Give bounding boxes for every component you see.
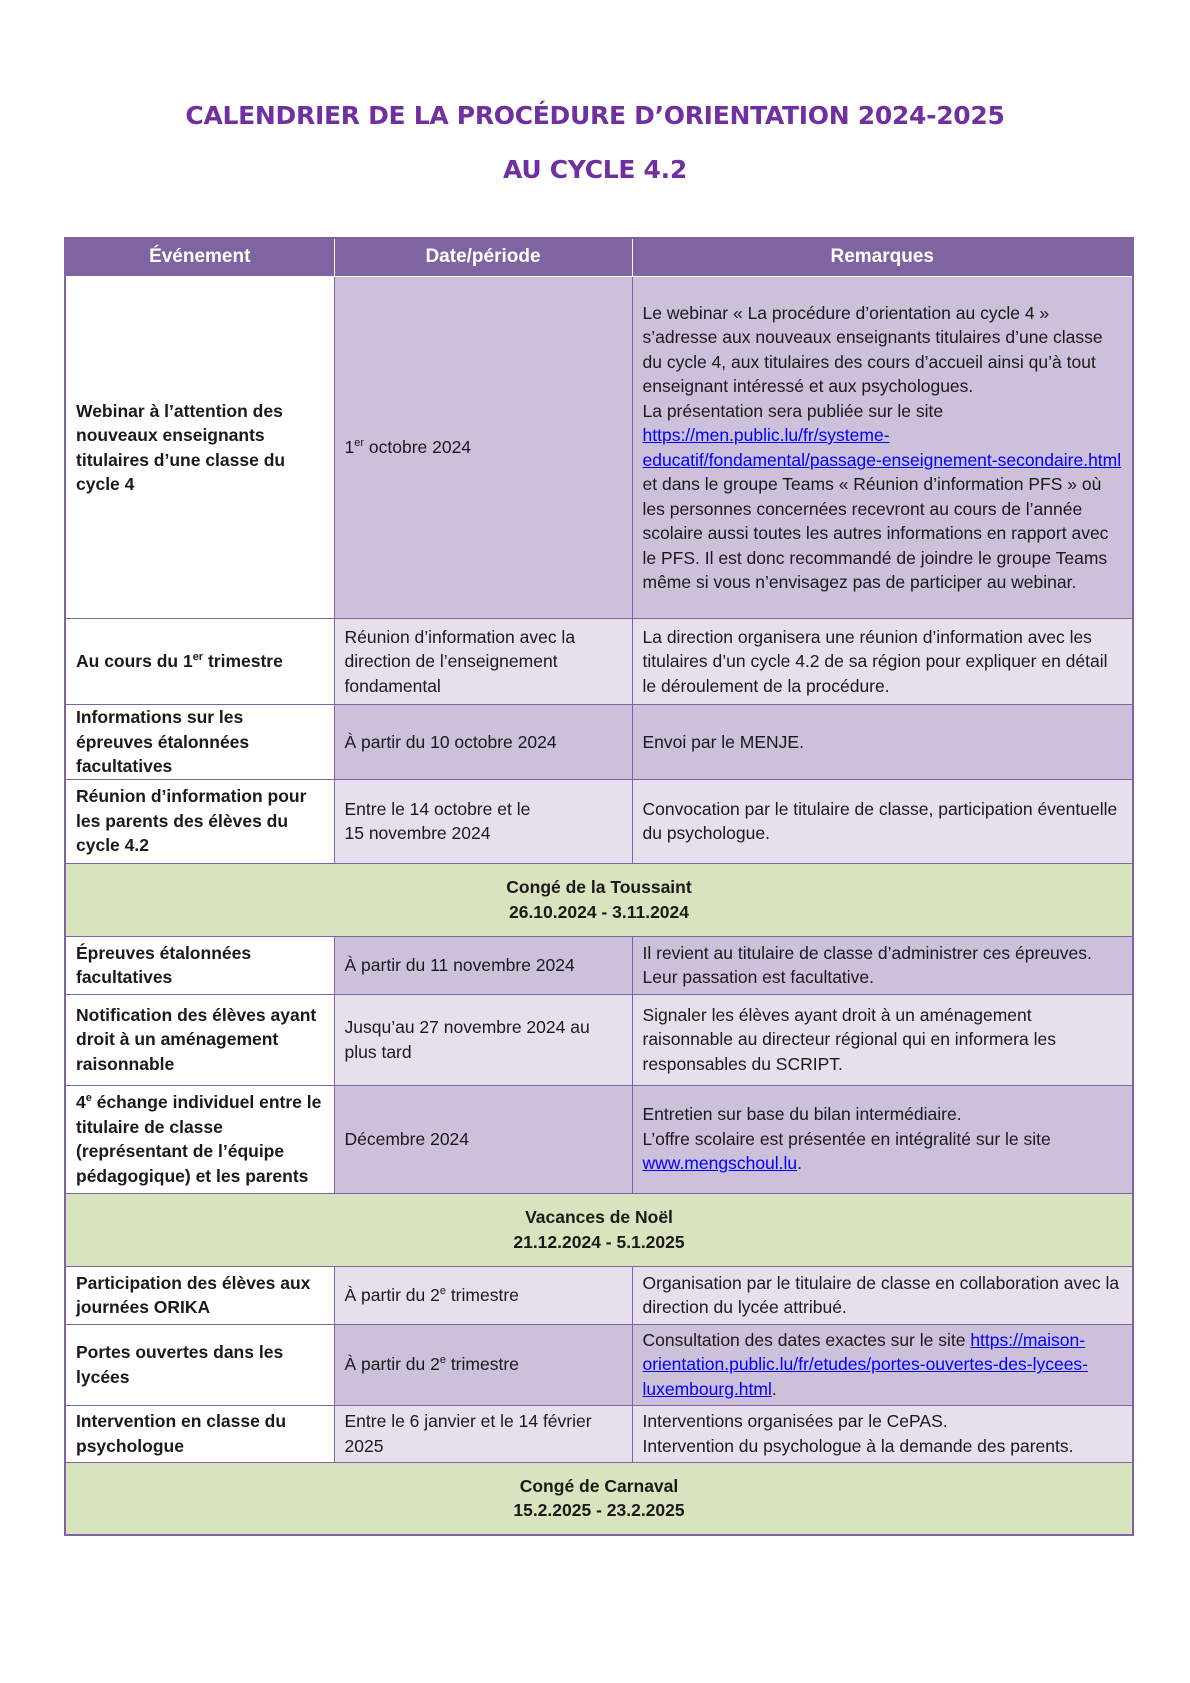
holiday-dates: 26.10.2024 - 3.11.2024 [508,901,690,922]
remarks-text-part: L’offre scolaire est présentée en intégralité sur le site [642,1128,1051,1149]
event-cell [65,619,334,705]
remarks-text-part: . [771,1378,777,1399]
remarks-text: Le webinar « La procédure d’orientation au cycle 4 » s’adresse aux nouveaux enseignants titulaires d’une classe du cycle 4, aux titulaires des cours d’accueil ainsi qu’à tout enseignant intéressé et aux psychologues. [642,302,1103,396]
holiday-dates: 15.2.2025 - 23.2.2025 [513,1500,685,1521]
remarks-cell [632,1324,1133,1405]
header-event: Événement [65,238,334,277]
holiday-cell [65,1462,1133,1535]
date-cell: Jusqu’au 27 novembre 2024 au plus tard [334,994,632,1085]
remarks-text-part: Consultation des dates exactes sur le site [642,1329,971,1350]
date-text: 1 [344,437,355,458]
holiday-name: Vacances de Noël [525,1207,673,1227]
table-row [65,1266,1133,1324]
table-row [65,994,1133,1085]
remarks-text [643,399,1123,595]
remarks-text: Interventions organisées par le CePAS. [642,1411,948,1431]
date-cell: Réunion d’information avec la direction de l’enseignement fondamental [334,619,632,705]
remarks-cell: Il revient au titulaire de classe d’administrer ces épreuves. Leur passation est facultative. [632,936,1133,994]
event-cell [65,1085,334,1193]
date-text: 15 novembre 2024 [344,823,491,843]
table-row [65,936,1133,994]
table-row [65,1324,1133,1405]
event-text: 4 [76,1092,86,1112]
remarks-text-part: et dans le groupe Teams « Réunion d’information PFS » où les personnes concernées recevront au cours de l’année scolaire aussi toutes les autres informations en rapport avec le PFS. Il est donc recommandé de joindre le groupe Teams même si vous n’envisagez pas de participer au webinar. [642,474,1109,592]
event-text: échange individuel entre le titulaire de classe (représentant de l’équipe pédagogique) et les parents [76,1092,322,1186]
date-cell [334,277,632,619]
holiday-cell [65,863,1133,936]
ordinal-sup: er [354,437,365,450]
event-cell: Portes ouvertes dans les lycées [65,1324,334,1405]
table-row [65,705,1133,780]
remarks-cell [632,1405,1133,1462]
document-subtitle: AU CYCLE 4.2 [503,155,687,184]
holiday-name: Congé de Carnaval [519,1475,679,1496]
ordinal-sup: e [439,1354,446,1367]
holiday-row [65,1462,1133,1535]
table-row [65,1085,1133,1193]
date-cell: Décembre 2024 [334,1085,632,1193]
date-cell [334,779,632,863]
holiday-cell [65,1193,1133,1266]
table-row [65,1405,1133,1462]
table-row [65,277,1133,619]
holiday-row [65,863,1133,936]
date-text: À partir du 2 [344,1284,440,1305]
table-header-row [65,238,1133,277]
date-cell: À partir du 10 octobre 2024 [334,705,632,780]
remarks-cell [632,277,1133,619]
remarks-text-part: . [797,1153,803,1174]
date-cell: Entre le 6 janvier et le 14 février 2025 [334,1405,632,1462]
remarks-text: Entretien sur base du bilan intermédiaire. [642,1104,962,1125]
event-text: trimestre [203,651,283,672]
date-cell: À partir du 11 novembre 2024 [334,936,632,994]
remarks-cell: La direction organisera une réunion d’information avec les titulaires d’un cycle 4.2 de sa région pour expliquer en détail le déroulement de la procédure. [632,619,1133,705]
table-row [65,619,1133,705]
event-cell: Épreuves étalonnées facultatives [65,936,334,994]
date-text: octobre 2024 [364,437,472,458]
event-cell: Intervention en classe du psychologue [65,1405,334,1462]
holiday-row [65,1193,1133,1266]
remarks-text [643,1127,1123,1176]
ordinal-sup: er [192,651,204,664]
remarks-cell: Signaler les élèves ayant droit à un aménagement raisonnable au directeur régional qui en informera les responsables du SCRIPT. [632,994,1133,1085]
header-remarks: Remarques [632,238,1133,277]
event-cell: Participation des élèves aux journées ORIKA [65,1266,334,1324]
calendar-table [64,237,1134,1536]
holiday-dates: 21.12.2024 - 5.1.2025 [513,1231,685,1252]
date-text: trimestre [445,1284,519,1305]
table-row [65,779,1133,863]
ordinal-sup: e [439,1284,446,1297]
remarks-cell: Convocation par le titulaire de classe, participation éventuelle du psychologue. [632,779,1133,863]
remarks-text-part: La présentation sera publiée sur le site [642,400,944,421]
remarks-cell [632,1085,1133,1193]
date-cell [334,1266,632,1324]
remarks-cell: Organisation par le titulaire de classe en collaboration avec la direction du lycée attribué. [632,1266,1133,1324]
holiday-name: Congé de la Toussaint [506,877,692,897]
ordinal-sup: e [85,1092,92,1105]
men-site-link[interactable]: https://men.public.lu/fr/systeme-educatif/fondamental/passage-enseignement-secondaire.html [642,425,1122,470]
event-cell: Informations sur les épreuves étalonnées facultatives [65,705,334,780]
event-text: Au cours du 1 [76,651,193,672]
date-text: À partir du 2 [344,1354,440,1375]
date-text: Entre le 14 octobre et le [344,798,531,819]
maison-orientation-link[interactable]: https://maison-orientation.public.lu/fr/etudes/portes-ouvertes-des-lycees-luxembourg.html [642,1329,1088,1399]
remarks-text: Intervention du psychologue à la demande des parents. [642,1435,1074,1456]
date-cell [334,1324,632,1405]
event-cell: Notification des élèves ayant droit à un aménagement raisonnable [65,994,334,1085]
header-date: Date/période [334,238,632,277]
remarks-cell: Envoi par le MENJE. [632,705,1133,780]
mengschoul-link[interactable]: www.mengschoul.lu [642,1153,798,1174]
event-cell: Réunion d’information pour les parents des élèves du cycle 4.2 [65,779,334,863]
event-cell: Webinar à l’attention des nouveaux enseignants titulaires d’une classe du cycle 4 [65,277,334,619]
date-text: trimestre [445,1354,519,1375]
document-title: CALENDRIER DE LA PROCÉDURE D’ORIENTATION 2024-2025 [185,101,1005,130]
